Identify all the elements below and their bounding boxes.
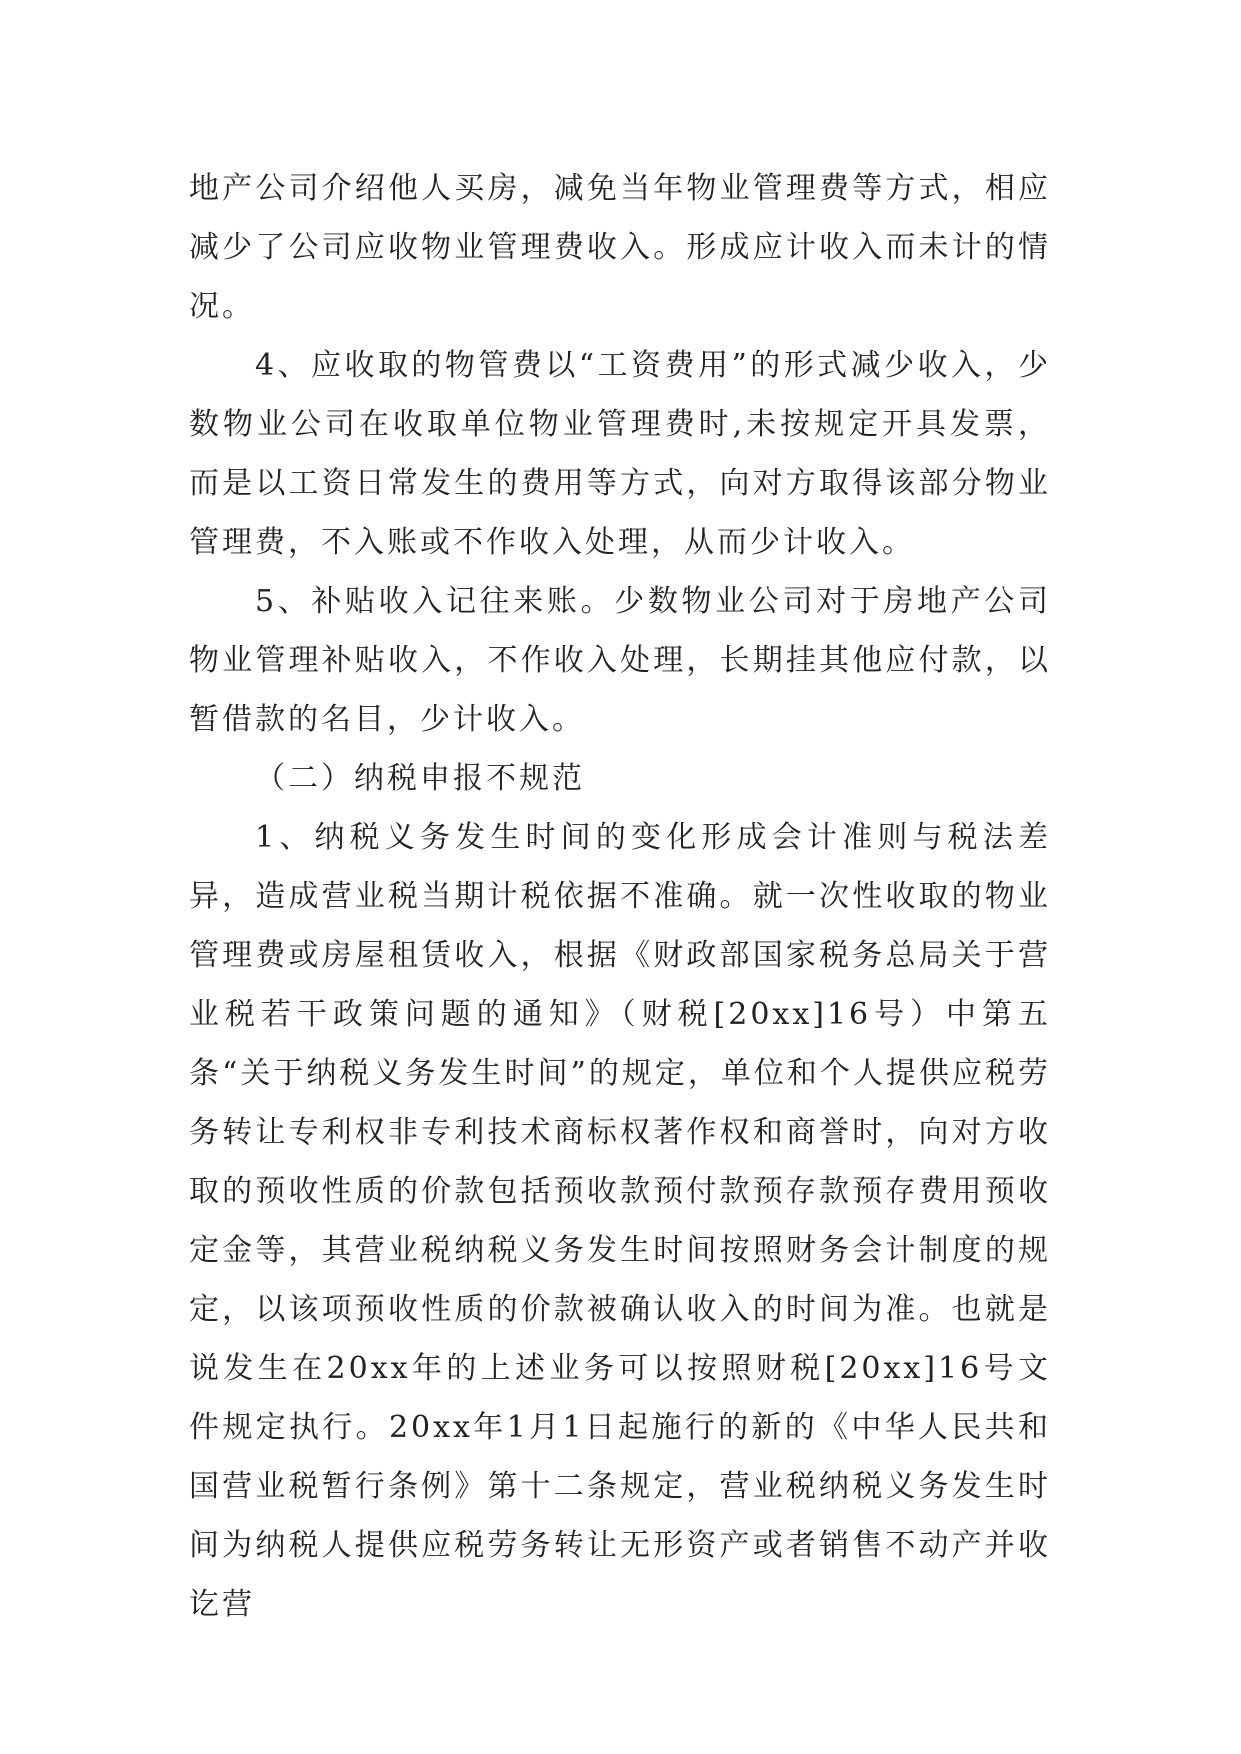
- paragraph-item-1: 1、纳税义务发生时间的变化形成会计准则与税法差异，造成营业税当期计税依据不准确。就一次性收取的物业管理费或房屋租赁收入，根据《财政部国家税务总局关于营业税若干政策问题的通知》（财税[20xx]16号）中第五条“关于纳税义务发生时间”的规定，单位和个人提供应税劳务转让专利权非专利技术商标权著作权和商誉时，向对方收取的预收性质的价款包括预收款预付款预存款预存费用预收定金等，其营业税纳税义务发生时间按照财务会计制度的规定，以该项预收性质的价款被确认收入的时间为准。也就是说发生在20xx年的上述业务可以按照财税[20xx]16号文件规定执行。20xx年1月1日起施行的新的《中华人民共和国营业税暂行条例》第十二条规定，营业税纳税义务发生时间为纳税人提供应税劳务转让无形资产或者销售不动产并收讫营: [189, 820, 1051, 1622]
- paragraph-continuation: 地产公司介绍他人买房，减免当年物业管理费等方式，相应减少了公司应收物业管理费收入。形成应计收入而未计的情况。: [189, 171, 1051, 324]
- document-body: [189, 159, 1051, 1634]
- paragraph-item-5: 5、补贴收入记往来账。少数物业公司对于房地产公司物业管理补贴收入，不作收入处理，长期挂其他应付款，以暂借款的名目，少计收入。: [189, 584, 1051, 737]
- section-heading: （二）纳税申报不规范: [255, 761, 585, 796]
- paragraph-item-4: 4、应收取的物管费以“工资费用”的形式减少收入，少数物业公司在收取单位物业管理费时,未按规定开具发票，而是以工资日常发生的费用等方式，向对方取得该部分物业管理费，不入账或不作收入处理，从而少计收入。: [189, 348, 1051, 560]
